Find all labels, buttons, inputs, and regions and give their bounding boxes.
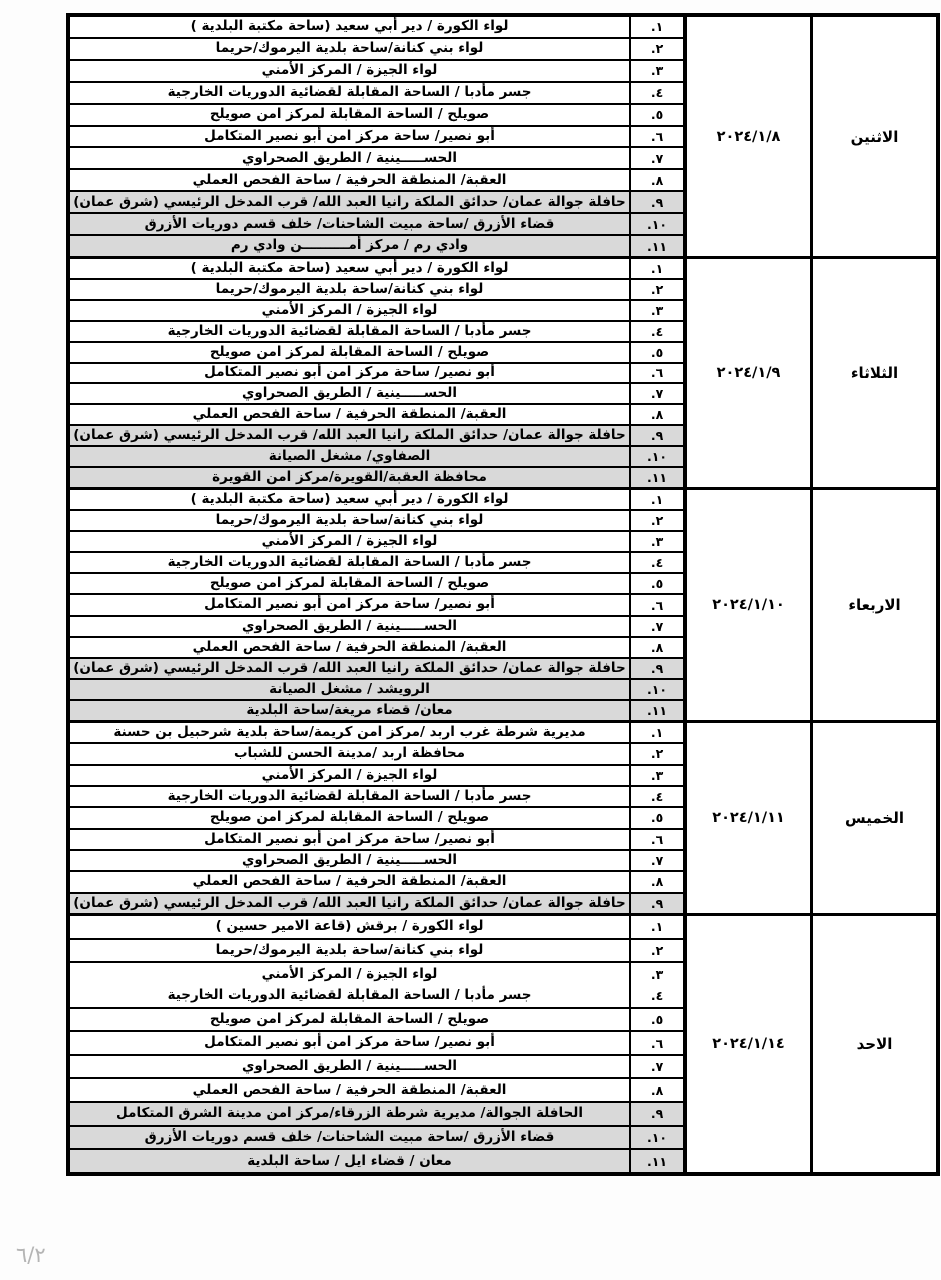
table-row [70, 553, 683, 574]
table-row [70, 617, 683, 638]
row-number-cell: ٤. [629, 787, 683, 806]
table-row [70, 61, 683, 83]
table-row [70, 384, 683, 405]
row-number-cell: ٢. [629, 744, 683, 763]
row-number-cell: ٦. [629, 127, 683, 147]
location-cell: الحســـــينية / الطريق الصحراوي [242, 149, 457, 166]
location-text: جسر مأدبا / الساحة المقابلة لقضائية الدوريات الخارجية [167, 987, 532, 1004]
table-row [70, 659, 683, 680]
location-cell: جسر مأدبا / الساحة المقابلة لقضائية الدوريات الخارجية [167, 788, 532, 805]
row-number-cell: ٦. [629, 595, 683, 614]
location-cell: محافظة اربد /مدينة الحسن للشباب [233, 745, 466, 762]
row-number-cell: ١. [629, 259, 683, 278]
row-number-cell: ٦. [629, 830, 683, 849]
location-cell: الحســـــينية / الطريق الصحراوي [242, 1058, 457, 1075]
table-row [70, 916, 683, 940]
row-number-cell: ٨. [629, 872, 683, 891]
table-row [70, 301, 683, 322]
patrol-locations-schedule-table [66, 13, 940, 1176]
location-cell: لواء بني كنانة/ساحة بلدية اليرموك/حريما [215, 280, 484, 297]
location-cell: لواء الكورة / دير أبي سعيد (ساحة مكتبة البلدية ) [190, 259, 509, 276]
table-row [70, 872, 683, 893]
location-cell: صويلح / الساحة المقابلة لمركز امن صويلح [209, 106, 490, 123]
row-number-cell: ٢. [629, 39, 683, 59]
location-rows [70, 490, 683, 720]
table-row [70, 787, 683, 808]
table-row [70, 17, 683, 39]
location-cell: محافظة العقبة/القويرة/مركز امن القويرة [212, 468, 487, 485]
row-number-cell: ٢. [629, 940, 683, 962]
row-number-cell: ١١. [629, 701, 683, 720]
table-row [70, 236, 683, 256]
table-row [70, 148, 683, 170]
row-number-cell: ١. [629, 490, 683, 509]
table-row [70, 364, 683, 385]
table-row [70, 701, 683, 720]
table-row [70, 322, 683, 343]
row-number-cell: ٢. [629, 511, 683, 530]
table-row [70, 490, 683, 511]
table-row [70, 405, 683, 426]
row-number-cell: ٣. [629, 301, 683, 320]
row-number-cell: ٩. [629, 894, 683, 913]
date-cell: ٢٠٢٤/١/٩ [683, 259, 810, 487]
table-row [70, 1150, 683, 1172]
row-number-cell: ٤. [629, 83, 683, 103]
table-row [70, 468, 683, 487]
location-cell: حافلة جوالة عمان/ حدائق الملكة رانيا العبد الله/ قرب المدخل الرئيسي (شرق عمان) [73, 659, 626, 676]
row-number-cell: ٨. [629, 638, 683, 657]
table-row [70, 723, 683, 744]
table-row [70, 1056, 683, 1080]
location-cell: قضاء الأزرق /ساحة مبيت الشاحنات/ خلف قسم دوريات الأزرق [144, 1129, 555, 1146]
table-row [70, 1032, 683, 1056]
table-row [70, 532, 683, 553]
location-cell: أبو نصير/ ساحة مركز امن أبو نصير المتكامل [204, 127, 495, 144]
location-cell: جسر مأدبا / الساحة المقابلة لقضائية الدوريات الخارجية [167, 322, 532, 339]
table-row [70, 1103, 683, 1127]
row-number-cell: ١. [629, 916, 683, 938]
day-name-cell: الخميس [810, 723, 936, 913]
row-number-cell: ٩. [629, 1103, 683, 1125]
row-number-cell: ٥. [629, 343, 683, 362]
location-cell: العقبة/ المنطقة الحرفية / ساحة الفحص العملي [192, 873, 507, 890]
location-text: لواء الجيزة / المركز الأمني [261, 965, 438, 982]
row-number-cell: ١. [629, 17, 683, 37]
location-cell: لواء الجيزة / المركز الأمني [261, 766, 438, 783]
location-cell: وادي رم / مركز أمــــــــــن وادي رم [230, 237, 469, 254]
table-row [70, 280, 683, 301]
location-cell: الحســـــينية / الطريق الصحراوي [242, 617, 457, 634]
row-number-cell: ٥. [629, 1009, 683, 1031]
table-row [70, 170, 683, 192]
location-cell: العقبة/ المنطقة الحرفية / ساحة الفحص العملي [192, 1081, 507, 1098]
day-block [70, 17, 936, 259]
location-cell: العقبة/ المنطقة الحرفية / ساحة الفحص العملي [192, 406, 507, 423]
row-number-cell: ١٠. [629, 214, 683, 234]
table-row [70, 127, 683, 149]
table-row [70, 766, 683, 787]
location-cell: لواء الجيزة / المركز الأمني [261, 301, 438, 318]
location-rows [70, 259, 683, 487]
table-row [70, 447, 683, 468]
row-number-cell: ٦. [629, 364, 683, 383]
date-cell: ٢٠٢٤/١/١٠ [683, 490, 810, 720]
location-cell: لواء الجيزة / المركز الأمني [261, 533, 438, 550]
row-number-cell: ٩. [629, 426, 683, 445]
page-number: ٦/٢ [16, 1243, 46, 1267]
day-block [70, 916, 936, 1172]
row-number-cell: ٣. [629, 532, 683, 551]
location-cell: قضاء الأزرق /ساحة مبيت الشاحنات/ خلف قسم دوريات الأزرق [144, 215, 555, 232]
row-number-cell: ٥. [629, 808, 683, 827]
row-number-cell: ٨. [629, 405, 683, 424]
table-row [70, 511, 683, 532]
location-cell: أبو نصير/ ساحة مركز امن أبو نصير المتكامل [204, 364, 495, 381]
table-row [70, 963, 683, 1008]
table-row [70, 830, 683, 851]
row-number-cell: ٩. [629, 192, 683, 212]
location-rows [70, 17, 683, 256]
day-block [70, 259, 936, 490]
table-row [70, 192, 683, 214]
day-block [70, 490, 936, 723]
location-cell: الصفاوي/ مشغل الصيانة [268, 448, 431, 465]
location-cell: العقبة/ المنطقة الحرفية / ساحة الفحص العملي [192, 171, 507, 188]
row-number-cell: ٢. [629, 280, 683, 299]
location-rows [70, 723, 683, 913]
table-row [70, 808, 683, 829]
table-row [70, 894, 683, 913]
row-number-cell: ٩. [629, 659, 683, 678]
table-row [70, 83, 683, 105]
row-number-cell: ١١. [629, 1150, 683, 1172]
day-name-cell: الثلاثاء [810, 259, 936, 487]
location-cell: لواء الجيزة / المركز الأمني [261, 62, 438, 79]
row-number-cell: ٤. [629, 553, 683, 572]
location-cell: الحســـــينية / الطريق الصحراوي [242, 385, 457, 402]
table-row [70, 851, 683, 872]
row-number-cell: ٧. [629, 148, 683, 168]
day-block [70, 723, 936, 916]
location-cell: معان/ قضاء مريغة/ساحة البلدية [246, 701, 453, 718]
table-row [70, 574, 683, 595]
location-cell: جسر مأدبا / الساحة المقابلة لقضائية الدوريات الخارجية [167, 84, 532, 101]
table-row [70, 214, 683, 236]
date-cell: ٢٠٢٤/١/١١ [683, 723, 810, 913]
location-cell [70, 963, 629, 1006]
location-cell: لواء الكورة / دير أبي سعيد (ساحة مكتبة البلدية ) [190, 18, 509, 35]
table-row [70, 1127, 683, 1151]
date-cell: ٢٠٢٤/١/١٤ [683, 916, 810, 1172]
row-number: ٤. [650, 988, 664, 1004]
row-number-cell: ٥. [629, 574, 683, 593]
location-cell: الحســـــينية / الطريق الصحراوي [242, 852, 457, 869]
table-row [70, 1009, 683, 1033]
location-cell: صويلح / الساحة المقابلة لمركز امن صويلح [209, 343, 490, 360]
table-row [70, 680, 683, 701]
location-cell: أبو نصير/ ساحة مركز امن أبو نصير المتكامل [204, 1034, 495, 1051]
row-number-cell: ١٠. [629, 680, 683, 699]
location-cell: لواء بني كنانة/ساحة بلدية اليرموك/حريما [215, 941, 484, 958]
day-name-cell: الاثنين [810, 17, 936, 256]
location-cell: جسر مأدبا / الساحة المقابلة لقضائية الدوريات الخارجية [167, 554, 532, 571]
row-number-cell: ٣. [629, 61, 683, 81]
row-number-cell: ٧. [629, 384, 683, 403]
table-row [70, 343, 683, 364]
location-cell: الحافلة الجوالة/ مديرية شرطة الزرقاء/مركز امن مدينة الشرق المتكامل [116, 1105, 583, 1122]
row-number-cell: ١١. [629, 236, 683, 256]
location-cell: لواء الكورة / دير أبي سعيد (ساحة مكتبة البلدية ) [190, 490, 509, 507]
row-number-cell: ٣. [629, 766, 683, 785]
location-cell: الرويشد / مشغل الصيانة [269, 680, 430, 697]
location-cell: صويلح / الساحة المقابلة لمركز امن صويلح [209, 809, 490, 826]
table-row [70, 595, 683, 616]
row-number-cell: ٨. [629, 170, 683, 190]
location-cell: أبو نصير/ ساحة مركز امن أبو نصير المتكامل [204, 596, 495, 613]
row-number-cell: ٧. [629, 1056, 683, 1078]
row-number-cell: ١٠. [629, 447, 683, 466]
table-row [70, 259, 683, 280]
location-cell: صويلح / الساحة المقابلة لمركز امن صويلح [209, 575, 490, 592]
location-cell: مديرية شرطة غرب اربد /مركز امن كريمة/ساحة بلدية شرحبيل بن حسنة [113, 724, 586, 741]
table-row [70, 39, 683, 61]
location-cell: أبو نصير/ ساحة مركز امن أبو نصير المتكامل [204, 830, 495, 847]
location-cell: حافلة جوالة عمان/ حدائق الملكة رانيا العبد الله/ قرب المدخل الرئيسي (شرق عمان) [73, 193, 626, 210]
location-cell: العقبة/ المنطقة الحرفية / ساحة الفحص العملي [192, 638, 507, 655]
location-rows [70, 916, 683, 1172]
location-cell: صويلح / الساحة المقابلة لمركز امن صويلح [209, 1010, 490, 1027]
row-number-cell: ٦. [629, 1032, 683, 1054]
location-cell: لواء بني كنانة/ساحة بلدية اليرموك/حريما [215, 40, 484, 57]
table-row [70, 940, 683, 964]
location-cell: لواء الكورة / برقش (قاعة الامير حسين ) [215, 918, 484, 935]
table-row [70, 1079, 683, 1103]
row-number-cell: ٧. [629, 851, 683, 870]
location-cell: معان / قضاء ايل / ساحة البلدية [247, 1152, 452, 1169]
row-number-cell: ٤. [629, 322, 683, 341]
location-cell: حافلة جوالة عمان/ حدائق الملكة رانيا العبد الله/ قرب المدخل الرئيسي (شرق عمان) [73, 894, 626, 911]
row-number-cell [629, 963, 683, 1006]
row-number: ٣. [650, 966, 664, 982]
location-cell: لواء بني كنانة/ساحة بلدية اليرموك/حريما [215, 512, 484, 529]
table-row [70, 426, 683, 447]
row-number-cell: ١. [629, 723, 683, 742]
row-number-cell: ٧. [629, 617, 683, 636]
row-number-cell: ١١. [629, 468, 683, 487]
table-row [70, 744, 683, 765]
row-number-cell: ٨. [629, 1079, 683, 1101]
date-cell: ٢٠٢٤/١/٨ [683, 17, 810, 256]
table-row [70, 105, 683, 127]
row-number-cell: ١٠. [629, 1127, 683, 1149]
location-cell: حافلة جوالة عمان/ حدائق الملكة رانيا العبد الله/ قرب المدخل الرئيسي (شرق عمان) [73, 427, 626, 444]
day-name-cell: الاربعاء [810, 490, 936, 720]
day-name-cell: الاحد [810, 916, 936, 1172]
table-row [70, 638, 683, 659]
row-number-cell: ٥. [629, 105, 683, 125]
